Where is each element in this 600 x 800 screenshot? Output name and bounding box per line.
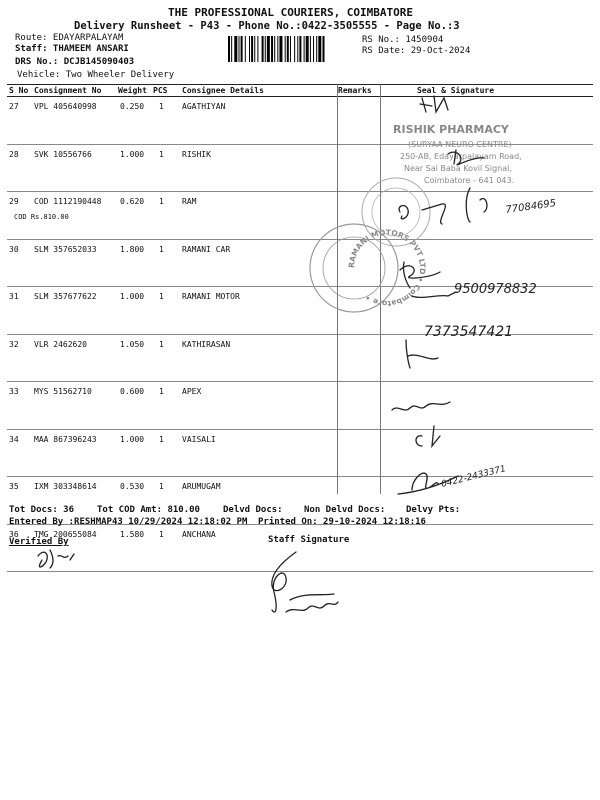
row-pcs: 1 — [151, 144, 180, 192]
barcode-bar — [318, 36, 321, 62]
barcode-bar — [316, 36, 317, 62]
row-remarks — [336, 144, 393, 192]
barcode-bar — [271, 36, 273, 62]
barcode-bar — [241, 36, 243, 62]
row-sno: 34 — [7, 429, 32, 477]
row-weight: 0.530 — [116, 477, 151, 525]
barcode-bar — [297, 36, 298, 62]
row-weight: 1.000 — [116, 429, 151, 477]
row-weight: 1.000 — [116, 144, 151, 192]
row-pcs: 1 — [151, 477, 180, 525]
row-pcs: 1 — [151, 429, 180, 477]
barcode-bar — [287, 36, 289, 62]
row-consignee: RAMANI CAR — [180, 239, 336, 287]
col-pcs: PCS — [151, 85, 180, 97]
row-weight: 0.620 — [116, 192, 151, 240]
svg-text:0422-2433371: 0422-2433371 — [440, 464, 507, 490]
row-consignee: KATHIRASAN — [180, 334, 336, 382]
runsheet-table — [7, 84, 593, 572]
row-sno: 29 — [7, 192, 32, 240]
barcode-bar — [304, 36, 305, 62]
staff-signature-label: Staff Signature — [268, 535, 350, 545]
row-weight: 0.250 — [116, 97, 151, 145]
barcode-bar — [285, 36, 286, 62]
barcode-bar — [313, 36, 314, 62]
row-seal-signature — [393, 429, 593, 477]
row-consignment-no: MAA 867396243 — [32, 429, 116, 477]
company-title: THE PROFESSIONAL COURIERS, COIMBATORE — [168, 6, 414, 19]
row-seal-signature — [393, 287, 593, 335]
row-consignee: RISHIK — [180, 144, 336, 192]
col-consignment: Consignment No — [32, 85, 116, 97]
barcode-bar — [323, 36, 325, 62]
row-weight: 0.600 — [116, 382, 151, 430]
barcode-bar — [228, 36, 230, 62]
row-sno: 30 — [7, 239, 32, 287]
svg-text:(SURYAA NEURO CENTRE): (SURYAA NEURO CENTRE) — [408, 140, 512, 149]
barcode-bar — [267, 36, 270, 62]
cod-amount-note: COD Rs.810.00 — [14, 213, 69, 221]
row-pcs: 1 — [151, 192, 180, 240]
col-consignee: Consignee Details — [180, 85, 336, 97]
barcode-bar — [254, 36, 255, 62]
table-row — [7, 97, 593, 145]
row-consignment-no: VLR 2462620 — [32, 334, 116, 382]
row-weight: 1.580 — [116, 524, 151, 572]
barcode-bar — [277, 36, 278, 62]
staff-label: Staff: THAMEEM ANSARI — [15, 44, 129, 54]
verified-by-label: Verified By — [9, 537, 69, 547]
barcode-bar — [251, 36, 253, 62]
rs-date: RS Date: 29-Oct-2024 — [362, 46, 471, 56]
row-remarks — [336, 429, 393, 477]
row-consignee: RAM — [180, 192, 336, 240]
col-sno: S No — [7, 85, 32, 97]
entered-by: Entered By :RESHMAP43 10/29/2024 12:18:02 PM — [9, 517, 248, 527]
svg-text:9500978832: 9500978832 — [454, 282, 537, 297]
col-seal-signature: Seal & Signature — [393, 85, 593, 97]
row-weight: 1.000 — [116, 287, 151, 335]
row-seal-signature — [393, 334, 593, 382]
barcode-bar — [299, 36, 301, 62]
row-seal-signature — [393, 192, 593, 240]
row-weight: 1.050 — [116, 334, 151, 382]
row-consignment-no: TMG 200655084 — [32, 524, 116, 572]
row-consignment-no: COD 1112190448 COD Rs.810.00 — [32, 192, 116, 240]
row-remarks — [336, 192, 393, 240]
table-row — [7, 192, 593, 240]
printed-on: Printed On: 29-10-2024 12:18:16 — [258, 517, 426, 527]
barcode — [228, 36, 356, 62]
barcode-bar — [274, 36, 275, 62]
barcode-bar — [249, 36, 250, 62]
row-consignee: ARUMUGAM — [180, 477, 336, 525]
barcode-bar — [290, 36, 291, 62]
row-consignee: VAISALI — [180, 429, 336, 477]
row-consignee: RAMANI MOTOR — [180, 287, 336, 335]
row-consignment-no: SLM 357677622 — [32, 287, 116, 335]
row-consignment-no: VPL 405640998 — [32, 97, 116, 145]
row-remarks — [336, 97, 393, 145]
row-consignment-no: MYS 51562710 — [32, 382, 116, 430]
runsheet-subtitle: Delivery Runsheet - P43 - Phone No.:0422-3505555 - Page No.:3 — [74, 20, 460, 32]
col-weight: Weight — [116, 85, 151, 97]
non-delivered-docs: Non Delvd Docs: — [304, 505, 386, 515]
row-sno: 33 — [7, 382, 32, 430]
row-consignee: ANCHANA — [180, 524, 336, 572]
row-pcs: 1 — [151, 334, 180, 382]
barcode-bar — [265, 36, 266, 62]
remarks-divider — [337, 84, 338, 494]
barcode-bar — [239, 36, 240, 62]
row-seal-signature — [393, 382, 593, 430]
delivery-points: Delvy Pts: — [406, 505, 461, 515]
barcode-bar — [262, 36, 264, 62]
row-sno: 32 — [7, 334, 32, 382]
row-remarks — [336, 334, 393, 382]
row-pcs: 1 — [151, 287, 180, 335]
barcode-bar — [231, 36, 232, 62]
col-remarks: Remarks — [336, 85, 393, 97]
barcode-bar — [294, 36, 295, 62]
total-cod-amount: Tot COD Amt: 810.00 — [97, 505, 200, 515]
total-docs: Tot Docs: 36 — [9, 505, 75, 515]
row-sno: 31 — [7, 287, 32, 335]
svg-text:Coimbatore - 641 043.: Coimbatore - 641 043. — [424, 176, 515, 185]
svg-text:250-AB, Edayarpalayam Road,: 250-AB, Edayarpalayam Road, — [400, 152, 522, 161]
row-consignment-no: IXM 303348614 — [32, 477, 116, 525]
row-sno: 27 — [7, 97, 32, 145]
barcode-bar — [310, 36, 311, 62]
rs-number: RS No.: 1450904 — [362, 35, 444, 45]
table-header-row — [7, 85, 593, 97]
row-pcs: 1 — [151, 382, 180, 430]
row-remarks — [336, 287, 393, 335]
row-pcs: 1 — [151, 524, 180, 572]
svg-text:77084695: 77084695 — [504, 197, 557, 216]
svg-text:7373547421: 7373547421 — [424, 324, 514, 340]
row-sno: 28 — [7, 144, 32, 192]
row-seal-signature — [393, 97, 593, 145]
barcode-bar — [234, 36, 237, 62]
table-row — [7, 334, 593, 382]
table-row — [7, 144, 593, 192]
vehicle-label: Vehicle: Two Wheeler Delivery — [17, 70, 175, 80]
row-pcs: 1 — [151, 97, 180, 145]
row-consignment-no: SLM 357652033 — [32, 239, 116, 287]
row-seal-signature — [393, 524, 593, 572]
svg-text:RAMANI MOTORS PVT LTD • Coimba: RAMANI MOTORS PVT LTD • Coimbatore • — [346, 227, 428, 309]
route-label: Route: EDAYARPALAYAM — [15, 33, 124, 43]
row-seal-signature — [393, 144, 593, 192]
barcode-bar — [257, 36, 258, 62]
row-sno: 36 — [7, 524, 32, 572]
row-remarks — [336, 239, 393, 287]
row-weight: 1.800 — [116, 239, 151, 287]
drs-number: DRS No.: DCJB145090403 — [15, 57, 135, 67]
barcode-bar — [279, 36, 282, 62]
row-sno: 35 — [7, 477, 32, 525]
row-seal-signature — [393, 239, 593, 287]
table-row — [7, 287, 593, 335]
row-consignee: APEX — [180, 382, 336, 430]
row-consignment-no: SVK 10556766 — [32, 144, 116, 192]
row-remarks — [336, 382, 393, 430]
svg-text:RISHIK PHARMACY: RISHIK PHARMACY — [393, 123, 509, 136]
row-pcs: 1 — [151, 239, 180, 287]
table-row — [7, 382, 593, 430]
table-row — [7, 524, 593, 572]
svg-text:Near Sai Baba Kovil Signal,: Near Sai Baba Kovil Signal, — [404, 164, 512, 173]
table-row — [7, 239, 593, 287]
signature-divider — [380, 84, 381, 494]
delivered-docs: Delvd Docs: — [223, 505, 283, 515]
row-remarks — [336, 524, 393, 572]
barcode-bar — [306, 36, 309, 62]
barcode-bar — [245, 36, 246, 62]
row-consignee: AGATHIYAN — [180, 97, 336, 145]
table-row — [7, 429, 593, 477]
